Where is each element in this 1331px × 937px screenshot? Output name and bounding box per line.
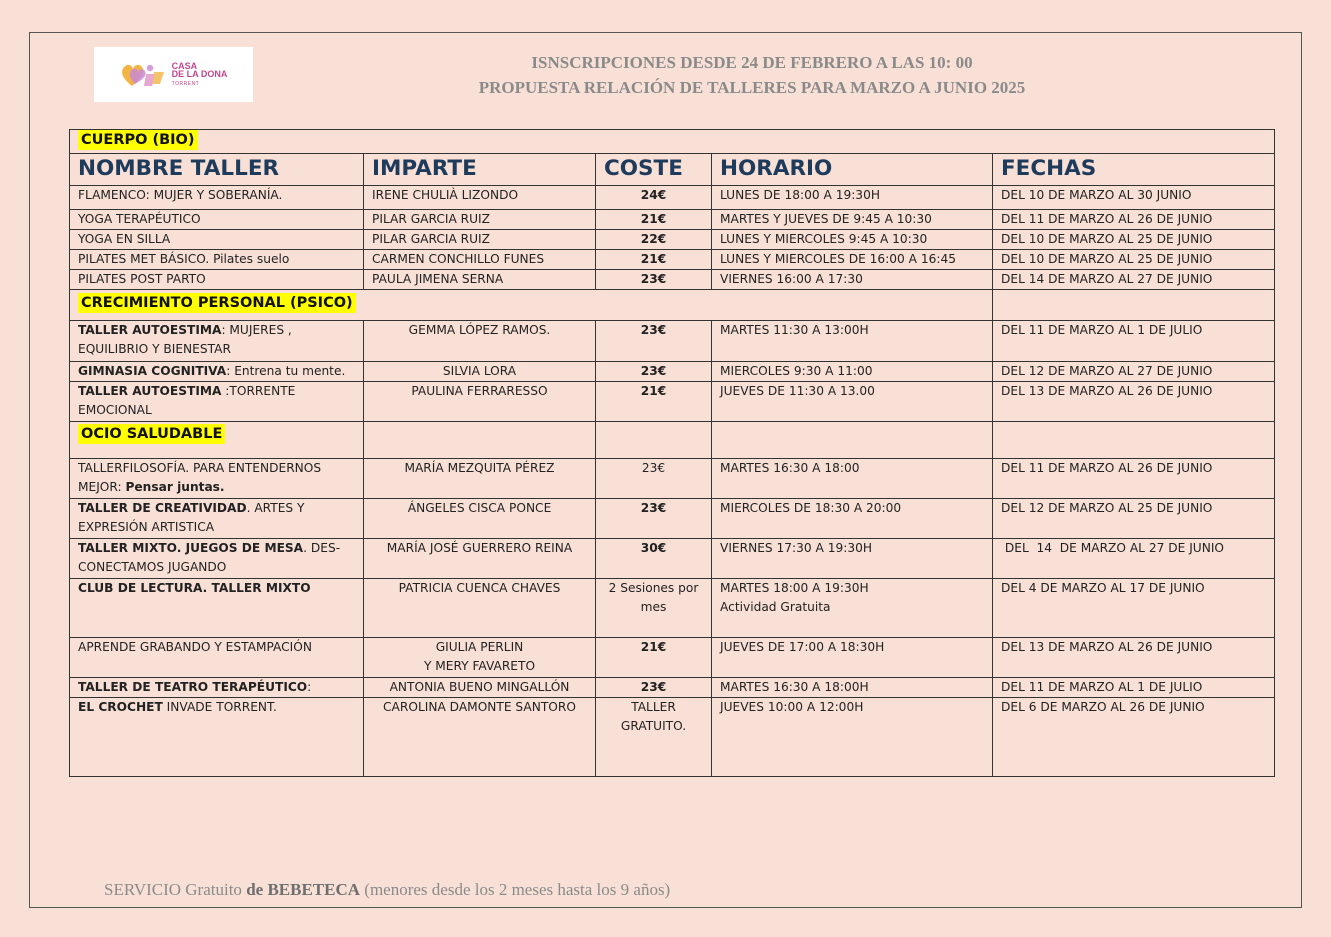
cell-dates: DEL 11 DE MARZO AL 26 DE JUNIO <box>993 459 1275 499</box>
header-nombre-taller: NOMBRE TALLER <box>70 154 364 186</box>
header-imparte: IMPARTE <box>364 154 596 186</box>
logo-wordmark: CASA DE LA DONA TORRENT <box>171 60 228 87</box>
cell-schedule: MARTES 18:00 A 19:30H Actividad Gratuita <box>712 579 993 638</box>
cell-cost: 23€ <box>596 321 712 362</box>
cell-name: EL CROCHET INVADE TORRENT. <box>70 698 364 777</box>
cell-dates: DEL 11 DE MARZO AL 1 DE JULIO <box>993 321 1275 362</box>
cell-dates: DEL 11 DE MARZO AL 26 DE JUNIO <box>993 210 1275 230</box>
cell-dates: DEL 14 DE MARZO AL 27 DE JUNIO <box>993 270 1275 290</box>
table-row <box>70 382 1275 422</box>
cell-name: FLAMENCO: MUJER Y SOBERANÍA. <box>70 186 364 210</box>
cell-cost: 21€ <box>596 250 712 270</box>
cell-teacher: PAULINA FERRARESSO <box>364 382 596 422</box>
cell-dates: DEL 10 DE MARZO AL 25 DE JUNIO <box>993 250 1275 270</box>
cell-schedule: JUEVES 10:00 A 12:00H <box>712 698 993 777</box>
cell-teacher: GIULIA PERLIN Y MERY FAVARETO <box>364 638 596 678</box>
cell-dates: DEL 13 DE MARZO AL 26 DE JUNIO <box>993 638 1275 678</box>
table-row <box>70 579 1275 638</box>
cell-teacher: PAULA JIMENA SERNA <box>364 270 596 290</box>
cell-name: GIMNASIA COGNITIVA: Entrena tu mente. <box>70 362 364 382</box>
cell-dates: DEL 4 DE MARZO AL 17 DE JUNIO <box>993 579 1275 638</box>
table-row <box>70 459 1275 499</box>
cell-cost: 30€ <box>596 539 712 579</box>
cell-name: APRENDE GRABANDO Y ESTAMPACIÓN <box>70 638 364 678</box>
cell-cost: 21€ <box>596 210 712 230</box>
cell-name: TALLER DE CREATIVIDAD. ARTES Y EXPRESIÓN ARTISTICA <box>70 499 364 539</box>
header-fechas: FECHAS <box>993 154 1275 186</box>
cell-schedule: MIERCOLES 9:30 A 11:00 <box>712 362 993 382</box>
table-row <box>70 186 1275 210</box>
cell-schedule: MARTES 16:30 A 18:00H <box>712 678 993 698</box>
cell-cost: 21€ <box>596 638 712 678</box>
cell-name: TALLER DE TEATRO TERAPÉUTICO: <box>70 678 364 698</box>
cell-teacher: PILAR GARCIA RUIZ <box>364 210 596 230</box>
table-row <box>70 638 1275 678</box>
cell-cost: 21€ <box>596 382 712 422</box>
table-row <box>70 321 1275 362</box>
cell-teacher: MARÍA JOSÉ GUERRERO REINA <box>364 539 596 579</box>
cell-dates: DEL 6 DE MARZO AL 26 DE JUNIO <box>993 698 1275 777</box>
cell-schedule: LUNES Y MIERCOLES 9:45 A 10:30 <box>712 230 993 250</box>
cell-dates: DEL 13 DE MARZO AL 26 DE JUNIO <box>993 382 1275 422</box>
cell-teacher: PILAR GARCIA RUIZ <box>364 230 596 250</box>
cell-name: TALLERFILOSOFÍA. PARA ENTENDERNOS MEJOR: Pensar juntas. <box>70 459 364 499</box>
table-row <box>70 250 1275 270</box>
cell-cost: 23€ <box>596 362 712 382</box>
cell-teacher: ANTONIA BUENO MINGALLÓN <box>364 678 596 698</box>
header-horario: HORARIO <box>712 154 993 186</box>
cell-schedule: MARTES Y JUEVES DE 9:45 A 10:30 <box>712 210 993 230</box>
cell-name: PILATES POST PARTO <box>70 270 364 290</box>
cell-name: CLUB DE LECTURA. TALLER MIXTO <box>70 579 364 638</box>
cell-cost: TALLER GRATUITO. <box>596 698 712 777</box>
cell-dates: DEL 11 DE MARZO AL 1 DE JULIO <box>993 678 1275 698</box>
cell-schedule: JUEVES DE 17:00 A 18:30H <box>712 638 993 678</box>
cell-schedule: MARTES 16:30 A 18:00 <box>712 459 993 499</box>
table-row <box>70 362 1275 382</box>
cell-teacher: SILVIA LORA <box>364 362 596 382</box>
cell-cost: 23€ <box>596 459 712 499</box>
table-row <box>70 698 1275 777</box>
cell-teacher: ÁNGELES CISCA PONCE <box>364 499 596 539</box>
table-row <box>70 270 1275 290</box>
heading-line-1: ISNSCRIPCIONES DESDE 24 DE FEBRERO A LAS 10: 00 <box>531 53 973 72</box>
cell-name: TALLER AUTOESTIMA :TORRENTE EMOCIONAL <box>70 382 364 422</box>
cell-teacher: PATRICIA CUENCA CHAVES <box>364 579 596 638</box>
cell-cost: 22€ <box>596 230 712 250</box>
cell-teacher: CARMEN CONCHILLO FUNES <box>364 250 596 270</box>
cell-name: TALLER AUTOESTIMA: MUJERES , EQUILIBRIO Y BIENESTAR <box>70 321 364 362</box>
heading-line-2: PROPUESTA RELACIÓN DE TALLERES PARA MARZO A JUNIO 2025 <box>478 78 1026 97</box>
cell-schedule: MARTES 11:30 A 13:00H <box>712 321 993 362</box>
cell-schedule: LUNES DE 18:00 A 19:30H <box>712 186 993 210</box>
cell-schedule: JUEVES DE 11:30 A 13.00 <box>712 382 993 422</box>
section-title-cuerpo: CUERPO (BIO) <box>78 130 198 150</box>
section-row-cuerpo <box>70 130 1275 154</box>
cell-teacher: MARÍA MEZQUITA PÉREZ <box>364 459 596 499</box>
section-row-psico <box>70 290 1275 321</box>
cell-name: TALLER MIXTO. JUEGOS DE MESA. DES- CONECTAMOS JUGANDO <box>70 539 364 579</box>
table-row <box>70 210 1275 230</box>
table-row <box>70 539 1275 579</box>
cell-schedule: VIERNES 16:00 A 17:30 <box>712 270 993 290</box>
cell-cost: 23€ <box>596 270 712 290</box>
cell-dates: DEL 10 DE MARZO AL 30 JUNIO <box>993 186 1275 210</box>
workshops-table <box>69 129 1275 777</box>
cell-cost: 23€ <box>596 499 712 539</box>
cell-cost: 24€ <box>596 186 712 210</box>
cell-teacher: IRENE CHULIÀ LIZONDO <box>364 186 596 210</box>
cell-name: YOGA TERAPÉUTICO <box>70 210 364 230</box>
page-heading <box>380 50 1124 100</box>
cell-teacher: CAROLINA DAMONTE SANTORO <box>364 698 596 777</box>
cell-teacher: GEMMA LÓPEZ RAMOS. <box>364 321 596 362</box>
section-title-psico: CRECIMIENTO PERSONAL (PSICO) <box>78 293 356 313</box>
cell-dates: DEL 12 DE MARZO AL 27 DE JUNIO <box>993 362 1275 382</box>
cell-name: YOGA EN SILLA <box>70 230 364 250</box>
cell-dates: DEL 10 DE MARZO AL 25 DE JUNIO <box>993 230 1275 250</box>
header-coste: COSTE <box>596 154 712 186</box>
table-header-row <box>70 154 1275 186</box>
table-row <box>70 678 1275 698</box>
footer-note: SERVICIO Gratuito de BEBETECA (menores desde los 2 meses hasta los 9 años) <box>104 880 671 899</box>
cell-dates: DEL 12 DE MARZO AL 25 DE JUNIO <box>993 499 1275 539</box>
cell-schedule: MIERCOLES DE 18:30 A 20:00 <box>712 499 993 539</box>
cell-schedule: VIERNES 17:30 A 19:30H <box>712 539 993 579</box>
cell-cost: 2 Sesiones por mes <box>596 579 712 638</box>
section-row-ocio <box>70 422 1275 459</box>
section-title-ocio: OCIO SALUDABLE <box>78 424 225 444</box>
casa-de-la-dona-logo <box>94 47 253 102</box>
cell-name: PILATES MET BÁSICO. Pilates suelo <box>70 250 364 270</box>
cell-cost: 23€ <box>596 678 712 698</box>
table-row <box>70 499 1275 539</box>
cell-dates: DEL 14 DE MARZO AL 27 DE JUNIO <box>993 539 1275 579</box>
table-row <box>70 230 1275 250</box>
cell-schedule: LUNES Y MIERCOLES DE 16:00 A 16:45 <box>712 250 993 270</box>
logo-heart-icon <box>120 62 166 88</box>
